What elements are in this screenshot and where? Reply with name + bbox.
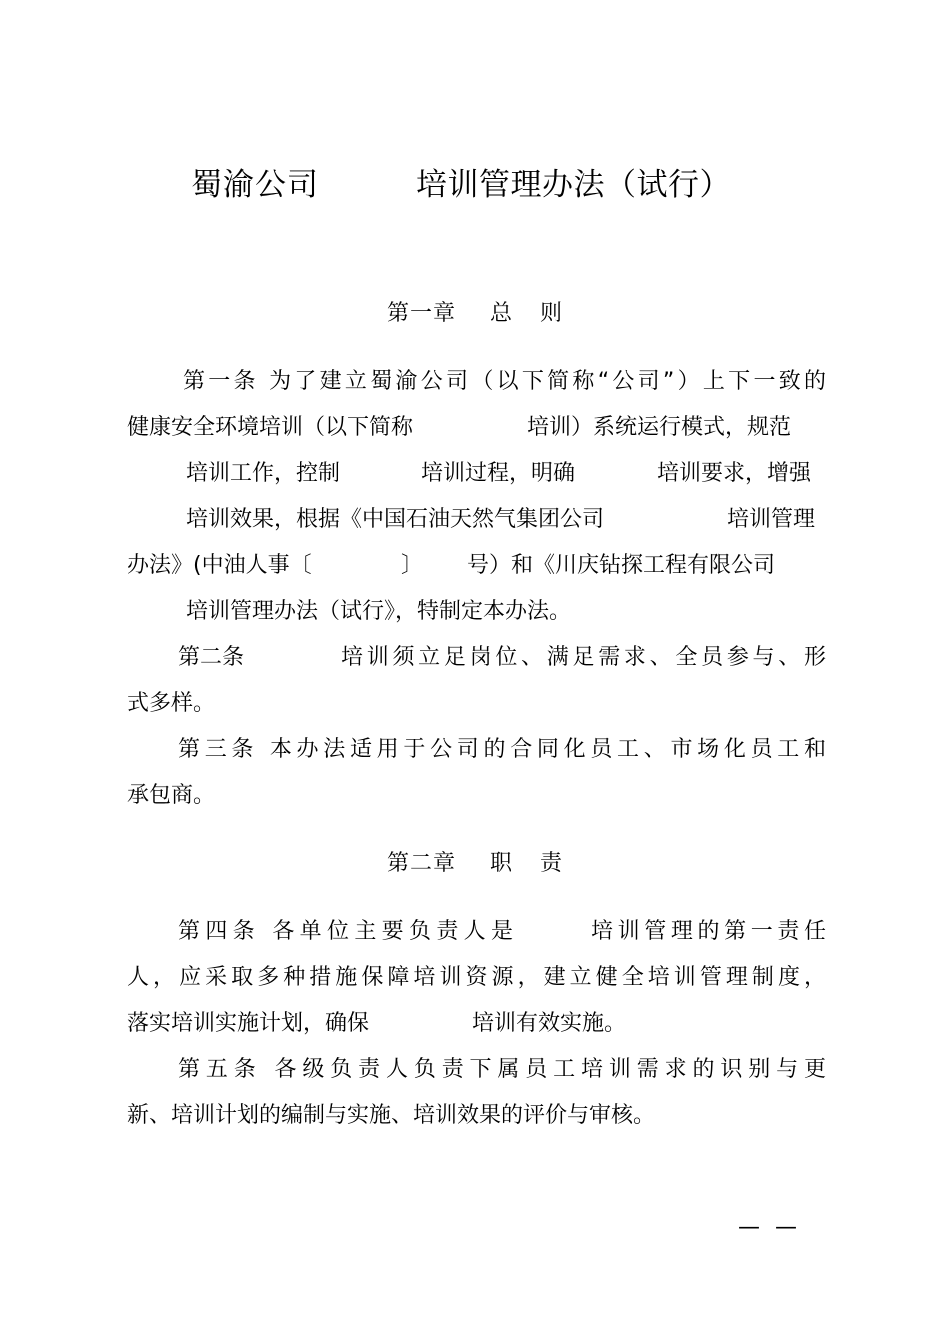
chapter-title-char: 责 [540, 851, 563, 876]
article-1-line-2b: 培训）系统运行模式，规范 [527, 415, 792, 440]
article-1-line-2a: 健康安全环境培训（以下简称 [127, 415, 414, 440]
article-1-line-1: 第一条 为了建立蜀渝公司（以下简称“公司”）上下一致的 [183, 369, 826, 394]
article-2-label: 第二条 [178, 645, 245, 670]
article-4-line-3a: 落实培训实施计划，确保 [127, 1011, 370, 1036]
article-5-line-1: 第五条 各级负责人负责下属员工培训需求的识别与更 [178, 1057, 826, 1082]
article-1-line-6: 培训管理办法（试行》，特制定本办法。 [186, 599, 572, 624]
title-company: 蜀渝公司 [191, 167, 319, 203]
article-1-line-4b: 培训管理 [727, 507, 816, 532]
chapter-title-char: 总 [490, 301, 513, 326]
chapter-number: 第一章 [387, 301, 457, 326]
article-1-line-5c: 号）和《川庆钻探工程有限公司 [467, 553, 776, 578]
document-title [0, 160, 950, 210]
article-4-line-3b: 培训有效实施。 [472, 1011, 627, 1036]
chapter-title-char: 职 [490, 851, 513, 876]
article-1-line-5b: 〕 [401, 553, 424, 578]
article-4-line-1b: 培训管理的第一责任 [591, 919, 826, 944]
page-footer-mark: — — [738, 1215, 801, 1240]
chapter-number: 第二章 [387, 851, 457, 876]
article-3-line-2: 承包商。 [127, 783, 216, 808]
article-2-line-1: 培训须立足岗位、满足需求、全员参与、形 [341, 645, 826, 670]
article-5-line-2: 新、培训计划的编制与实施、培训效果的评价与审核。 [127, 1103, 656, 1128]
article-1-line-3a: 培训工作，控制 [186, 461, 341, 486]
article-4-line-1a: 第四条 各单位主要负责人是 [178, 919, 513, 944]
article-4-line-2: 人，应采取多种措施保障培训资源，建立健全培训管理制度， [127, 965, 826, 990]
article-2-line-2: 式多样。 [127, 691, 216, 716]
article-1-line-3b: 培训过程，明确 [421, 461, 576, 486]
title-name: 培训管理办法（试行） [416, 167, 731, 203]
article-1-line-3c: 培训要求，增强 [657, 461, 812, 486]
article-1-line-5a: 办法》(中油人事〔 [127, 553, 312, 578]
chapter-title-char: 则 [540, 301, 563, 326]
article-1-line-4a: 培训效果，根据《中国石油天然气集团公司 [186, 507, 605, 532]
article-3-line-1: 第三条 本办法适用于公司的合同化员工、市场化员工和 [178, 737, 826, 762]
